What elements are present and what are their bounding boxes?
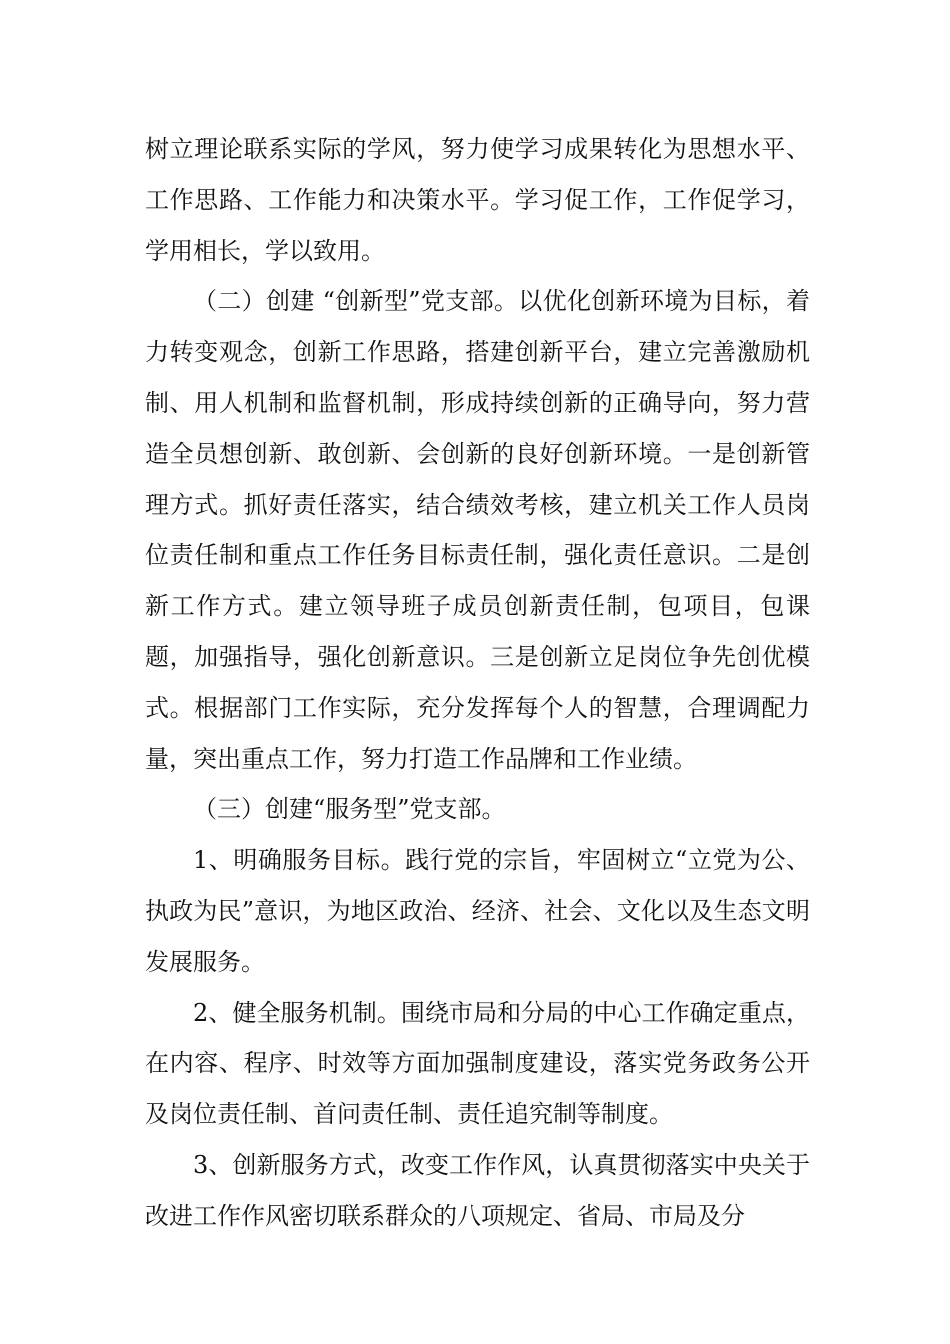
paragraph-innovation-branch: （二）创建 “创新型”党支部。以优化创新环境为目标，着力转变观念，创新工作思路，搭建创新平台，建立完善激励机制、用人机制和监督机制，形成持续创新的正确导向，努力营造全员想创新、敢创新、会创新的良好创新环境。一是创新管理方式。抓好责任落实，结合绩效考核，建立机关工作人员岗位责任制和重点工作任务目标责任制，强化责任意识。二是创新工作方式。建立领导班子成员创新责任制，包项目，包课题，加强指导，强化创新意识。三是创新立足岗位争先创优模式。根据部门工作实际，充分发挥每个人的智慧，合理调配力量，突出重点工作，努力打造工作品牌和工作业绩。 (145, 287, 810, 773)
document-body (145, 124, 810, 1242)
paragraph-service-goal: 1、明确服务目标。践行党的宗旨，牢固树立“立党为公、执政为民”意识，为地区政治、经济、社会、文化以及生态文明发展服务。 (145, 846, 810, 976)
heading-service-branch: （三）创建“服务型”党支部。 (193, 795, 506, 824)
paragraph-study-style: 树立理论联系实际的学风，努力使学习成果转化为思想水平、工作思路、工作能力和决策水平。学习促工作，工作促学习，学用相长，学以致用。 (145, 135, 810, 265)
paragraph-service-mechanism: 2、健全服务机制。围绕市局和分局的中心工作确定重点，在内容、程序、时效等方面加强制度建设，落实党务政务公开及岗位责任制、首问责任制、责任追究制等制度。 (145, 998, 810, 1129)
paragraph-service-method: 3、创新服务方式，改变工作作风，认真贯彻落实中央关于改进工作作风密切联系群众的八项规定、省局、市局及分 (145, 1150, 810, 1230)
